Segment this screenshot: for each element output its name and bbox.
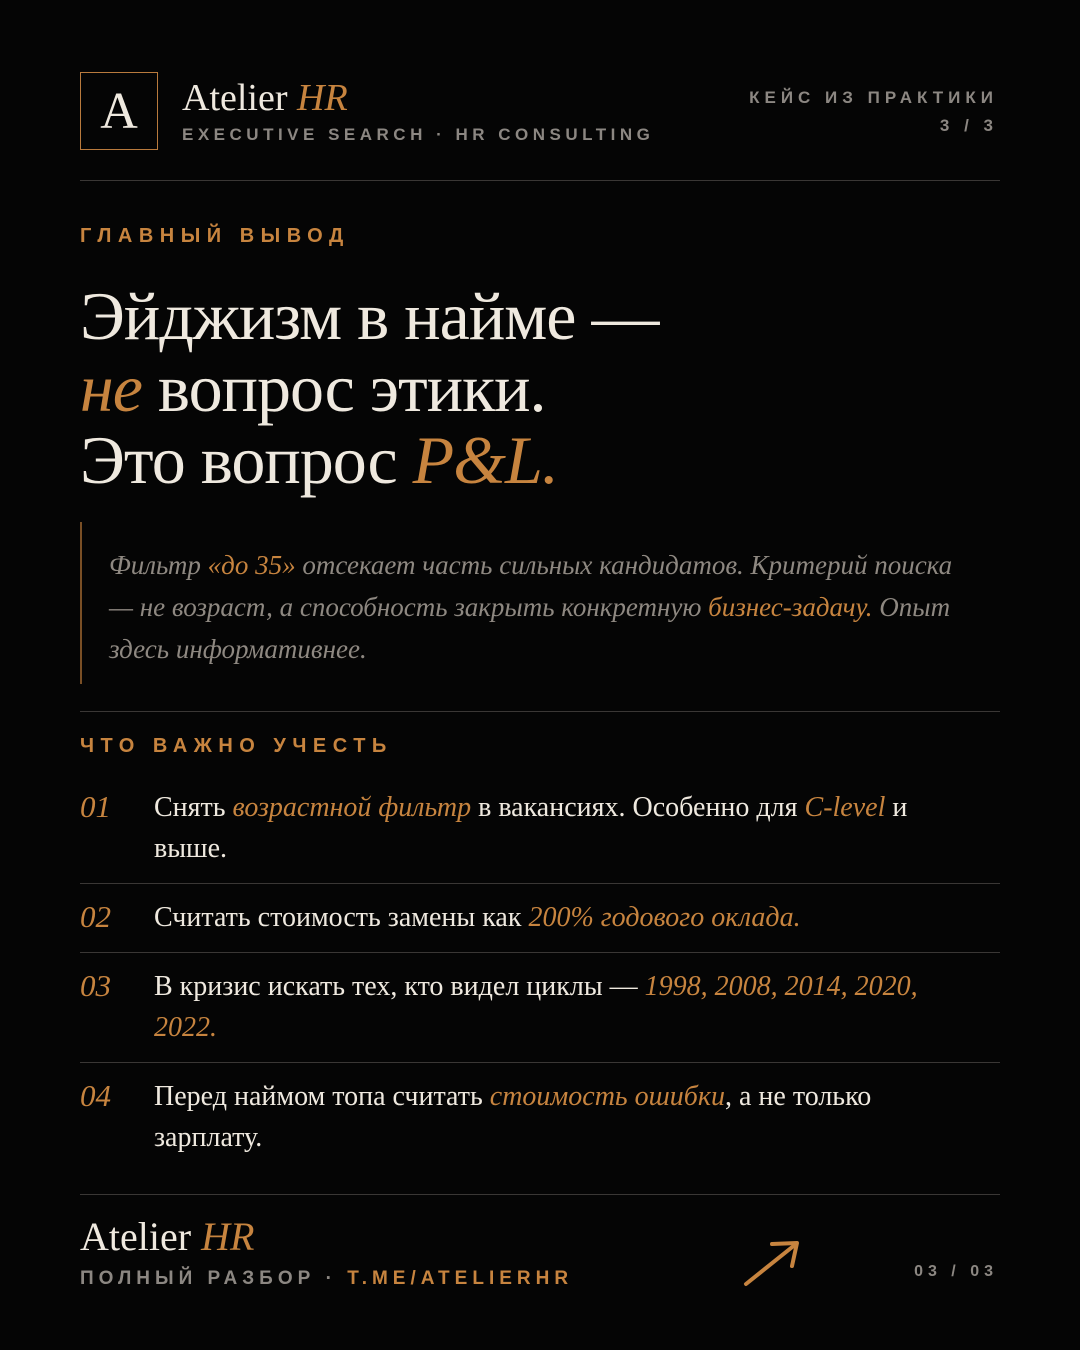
item-accent: 200% годового оклада. xyxy=(528,902,801,933)
case-label: КЕЙС ИЗ ПРАКТИКИ xyxy=(749,88,998,107)
item-number: 01 xyxy=(80,789,111,824)
item-text xyxy=(154,897,1000,952)
footer-cta xyxy=(80,1268,573,1290)
quote-accent: бизнес-задачу. xyxy=(708,592,873,622)
quote-text: Опыт здесь информативнее. xyxy=(109,592,951,664)
list-item xyxy=(80,775,1000,884)
footer-divider xyxy=(80,1194,1000,1195)
section-eyebrow: ГЛАВНЫЙ ВЫВОД xyxy=(80,225,350,247)
quote-accent: «до 35» xyxy=(207,550,296,580)
item-number: 02 xyxy=(80,899,111,934)
headline-accent-pl: P&L. xyxy=(412,422,558,498)
list-item xyxy=(80,884,1000,953)
headline-line-2 xyxy=(80,352,658,424)
brand-main: Atelier xyxy=(182,77,288,119)
logo-letter: A xyxy=(100,82,138,140)
quote-text: Фильтр xyxy=(109,550,208,580)
item-accent: 1998, 2008, 2014, 2020, 2022. xyxy=(154,971,918,1043)
footer-brand-main: Atelier xyxy=(80,1214,192,1259)
footer-brand xyxy=(80,1214,254,1260)
item-text-part: В кризис искать тех, кто видел циклы — xyxy=(154,971,645,1002)
checklist xyxy=(80,775,1000,1173)
brand-accent: HR xyxy=(297,77,348,119)
header-divider xyxy=(80,180,1000,181)
section-divider xyxy=(80,711,1000,712)
page-indicator: 03 / 03 xyxy=(914,1263,998,1280)
item-text-part: , а не только зарплату. xyxy=(154,1081,872,1153)
headline-line-1: Эйджизм в найме — xyxy=(80,278,659,354)
item-accent: возрастной фильтр xyxy=(232,792,472,823)
arrow-up-right-icon[interactable] xyxy=(742,1238,802,1288)
case-page-indicator: 3 / 3 xyxy=(939,116,998,135)
headline-line-2-text: вопрос этики. xyxy=(141,350,546,426)
headline xyxy=(80,280,658,496)
item-number: 03 xyxy=(80,968,111,1003)
headline-line-3 xyxy=(80,424,658,496)
checklist-title: ЧТО ВАЖНО УЧЕСТЬ xyxy=(80,735,393,757)
pull-quote xyxy=(80,522,1000,684)
headline-line-3-text: Это вопрос xyxy=(80,422,413,498)
item-text-part: Перед наймом топа считать xyxy=(154,1081,490,1112)
item-text xyxy=(154,787,1000,883)
brand-tagline: EXECUTIVE SEARCH · HR CONSULTING xyxy=(182,125,655,144)
list-item xyxy=(80,1063,1000,1173)
footer-brand-accent: HR xyxy=(201,1214,255,1259)
footer-separator: · xyxy=(315,1268,348,1289)
item-number: 04 xyxy=(80,1078,111,1113)
quote-text: отсекает часть сильных кандидатов. Критерий поиска — не возраст, а способность закрыть конкретную xyxy=(109,550,953,622)
item-text xyxy=(154,966,1000,1062)
item-text-part: Снять xyxy=(154,792,233,823)
item-accent: C-level xyxy=(804,792,886,823)
item-text-part: в вакансиях. Особенно для xyxy=(471,792,805,823)
item-text-part: и выше. xyxy=(154,792,908,864)
item-text xyxy=(154,1076,1000,1173)
item-text-part: Считать стоимость замены как xyxy=(154,902,529,933)
brand-name xyxy=(182,76,348,120)
logo-mark xyxy=(80,72,158,150)
telegram-link[interactable]: T.ME/ATELIERHR xyxy=(347,1268,574,1289)
footer-cta-label: ПОЛНЫЙ РАЗБОР xyxy=(80,1268,316,1289)
item-accent: стоимость ошибки xyxy=(489,1081,725,1112)
list-item xyxy=(80,953,1000,1063)
headline-accent-not: не xyxy=(80,350,142,426)
